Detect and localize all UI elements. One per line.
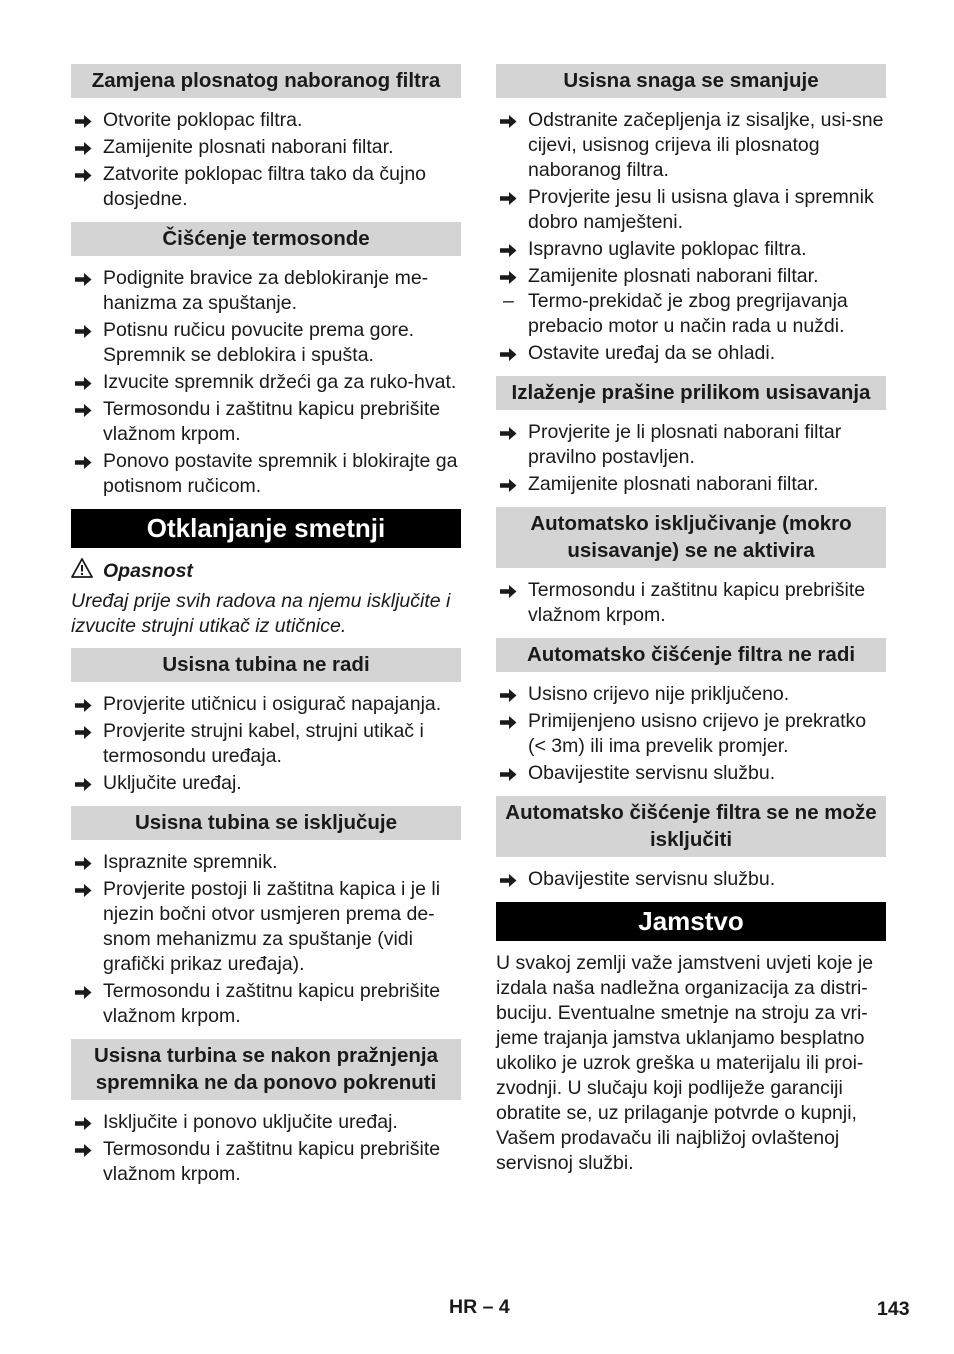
chapter-heading-troubleshooting: Otklanjanje smetnji: [71, 509, 461, 548]
list-item-text: Zamijenite plosnati naborani filtar.: [528, 265, 819, 287]
danger-label: Opasnost: [103, 560, 193, 582]
list-item-text: Zamijenite plosnati naborani filtar.: [528, 473, 819, 495]
arrow-right-icon: [75, 135, 97, 156]
list-item: [496, 185, 886, 235]
list-item-text: Termosondu i zaštitnu kapicu prebrišite vlažnom krpom.: [103, 1138, 441, 1185]
list-item: [496, 108, 886, 183]
step-list-extra: [496, 289, 886, 366]
list-item-text: Uključite uređaj.: [103, 772, 242, 794]
list-item-text: Provjerite postoji li zaštitna kapica i je li njezin bočni otvor usmjeren prema de-snom mehanizmu za spuštanje (vidi grafički prikaz uređaja).: [103, 878, 441, 975]
list-item: [71, 1110, 461, 1135]
list-item-text: Termosondu i zaštitnu kapicu prebrišite vlažnom krpom.: [103, 398, 441, 445]
list-item: [496, 578, 886, 628]
list-item: [496, 341, 886, 366]
step-list: [71, 692, 461, 796]
list-item-text: Ispravno uglavite poklopac filtra.: [528, 238, 807, 260]
section-heading-filter-cleaning-cannot-stop: Automatsko čišćenje filtra se ne može isključiti: [496, 796, 886, 857]
warning-triangle-icon: [71, 558, 93, 585]
section-heading-auto-shutoff: Automatsko isključivanje (mokro usisavanje) se ne aktivira: [496, 507, 886, 568]
section-heading-filter-cleaning-fault: Automatsko čišćenje filtra ne radi: [496, 638, 886, 672]
arrow-right-icon: [75, 692, 97, 713]
arrow-right-icon: [500, 682, 522, 703]
step-list: [71, 1110, 461, 1187]
list-item: [71, 397, 461, 447]
section-heading-dust-exit: Izlaženje prašine prilikom usisavanja: [496, 376, 886, 410]
arrow-right-icon: [75, 449, 97, 470]
arrow-right-icon: [75, 397, 97, 418]
section-heading-suction-reduced: Usisna snaga se smanjuje: [496, 64, 886, 98]
step-list: [496, 578, 886, 628]
danger-notice-title: [71, 558, 461, 585]
list-item-text: Primijenjeno usisno crijevo je prekratko (< 3m) ili ima prevelik promjer.: [528, 710, 867, 757]
arrow-right-icon: [75, 850, 97, 871]
list-item-text: Ispraznite spremnik.: [103, 851, 278, 873]
list-item: [71, 719, 461, 769]
step-list: [71, 266, 461, 499]
list-item: [496, 264, 886, 289]
list-item: [71, 1137, 461, 1187]
arrow-right-icon: [500, 761, 522, 782]
list-item: [71, 877, 461, 977]
warranty-text: U svakoj zemlji važe jamstveni uvjeti koje je izdala naša nadležna organizacija za distri-buciju. Eventualne smetnje na stroju za vri-jeme trajanja jamstva uklanjamo besplatno ukoliko je uzrok greška u materijalu ili proi-zvodnji. U slučaju koji podliježe garanciji obratite se, uz prilaganje potvrde o kupnji, Vašem prodavaču ili najbližoj ovlaštenoj servisnoj službi.: [496, 952, 874, 1174]
list-item: [496, 709, 886, 759]
arrow-right-icon: [500, 185, 522, 206]
section-heading-turbine-not-working: Usisna tubina ne radi: [71, 648, 461, 682]
arrow-right-icon: [500, 578, 522, 599]
arrow-right-icon: [500, 420, 522, 441]
list-item-text: Obavijestite servisnu službu.: [528, 762, 776, 784]
arrow-right-icon: [500, 108, 522, 129]
arrow-right-icon: [75, 370, 97, 391]
arrow-right-icon: [500, 709, 522, 730]
arrow-right-icon: [75, 1137, 97, 1158]
list-item-text: Ponovo postavite spremnik i blokirajte ga potisnom ručicom.: [103, 450, 458, 497]
list-item-text: Odstranite začepljenja iz sisaljke, usi-sne cijevi, usisnog crijeva ili plosnatog naboranog filtra.: [528, 109, 884, 181]
footer-language-page-code: HR – 4: [449, 1296, 510, 1318]
list-item-text: Obavijestite servisnu službu.: [528, 868, 776, 890]
arrow-right-icon: [75, 979, 97, 1000]
list-item: [71, 370, 461, 395]
list-item: [71, 979, 461, 1029]
step-list: [496, 867, 886, 892]
list-item-note: [496, 289, 886, 339]
step-list: [71, 850, 461, 1029]
list-item-text: Zatvorite poklopac filtra tako da čujno dosjedne.: [103, 163, 427, 210]
list-item-text: Provjerite strujni kabel, strujni utikač i termosondu uređaja.: [103, 720, 424, 767]
step-list: [496, 420, 886, 497]
section-heading-clean-thermoprobe: Čišćenje termosonde: [71, 222, 461, 256]
chapter-heading-warranty: Jamstvo: [496, 902, 886, 941]
list-item: [496, 237, 886, 262]
list-item: [71, 449, 461, 499]
list-item-text: Termosondu i zaštitnu kapicu prebrišite vlažnom krpom.: [528, 579, 866, 626]
list-item-text: Potisnu ručicu povucite prema gore. Spremnik se deblokira i spušta.: [103, 319, 415, 366]
list-item-text: Ostavite uređaj da se ohladi.: [528, 342, 776, 364]
list-item: [496, 867, 886, 892]
list-item: [71, 108, 461, 133]
list-item: [71, 135, 461, 160]
left-column: [71, 64, 461, 1197]
list-item: [71, 266, 461, 316]
list-item: [71, 771, 461, 796]
section-heading-turbine-restart: Usisna turbina se nakon pražnjenja spremnika ne da ponovo pokrenuti: [71, 1039, 461, 1100]
list-item-text: Usisno crijevo nije priključeno.: [528, 683, 790, 705]
arrow-right-icon: [75, 719, 97, 740]
list-item-text: Termosondu i zaštitnu kapicu prebrišite vlažnom krpom.: [103, 980, 441, 1027]
list-item-text: Isključite i ponovo uključite uređaj.: [103, 1111, 398, 1133]
note-text: Termo-prekidač je zbog pregrijavanja prebacio motor u način rada u nuždi.: [528, 290, 848, 337]
list-item: [496, 420, 886, 470]
list-item-text: Otvorite poklopac filtra.: [103, 109, 303, 131]
step-list: [496, 108, 886, 289]
step-list: [496, 682, 886, 786]
danger-notice-text: Uređaj prije svih radova na njemu isključite i izvucite strujni utikač iz utičnice.: [71, 590, 451, 637]
dash-marker: –: [503, 290, 514, 312]
arrow-right-icon: [75, 1110, 97, 1131]
arrow-right-icon: [500, 472, 522, 493]
right-column: [496, 64, 886, 1176]
arrow-right-icon: [500, 264, 522, 285]
list-item: [71, 692, 461, 717]
list-item-text: Provjerite jesu li usisna glava i spremnik dobro namješteni.: [528, 186, 874, 233]
arrow-right-icon: [75, 266, 97, 287]
arrow-right-icon: [75, 108, 97, 129]
list-item-text: Zamijenite plosnati naborani filtar.: [103, 136, 394, 158]
list-item: [71, 318, 461, 368]
list-item-text: Provjerite utičnicu i osigurač napajanja.: [103, 693, 442, 715]
arrow-right-icon: [75, 162, 97, 183]
list-item: [496, 761, 886, 786]
section-heading-replace-filter: Zamjena plosnatog naboranog filtra: [71, 64, 461, 98]
list-item: [71, 850, 461, 875]
arrow-right-icon: [500, 867, 522, 888]
arrow-right-icon: [75, 318, 97, 339]
list-item-text: Izvucite spremnik držeći ga za ruko-hvat.: [103, 371, 457, 393]
step-list: [71, 108, 461, 212]
page-number: 143: [877, 1298, 910, 1320]
list-item-text: Podignite bravice za deblokiranje me-hanizma za spuštanje.: [103, 267, 429, 314]
arrow-right-icon: [500, 341, 522, 362]
list-item: [71, 162, 461, 212]
arrow-right-icon: [75, 877, 97, 898]
list-item: [496, 682, 886, 707]
arrow-right-icon: [500, 237, 522, 258]
list-item-text: Provjerite je li plosnati naborani filtar pravilno postavljen.: [528, 421, 842, 468]
arrow-right-icon: [75, 771, 97, 792]
section-heading-turbine-switches-off: Usisna tubina se isključuje: [71, 806, 461, 840]
list-item: [496, 472, 886, 497]
